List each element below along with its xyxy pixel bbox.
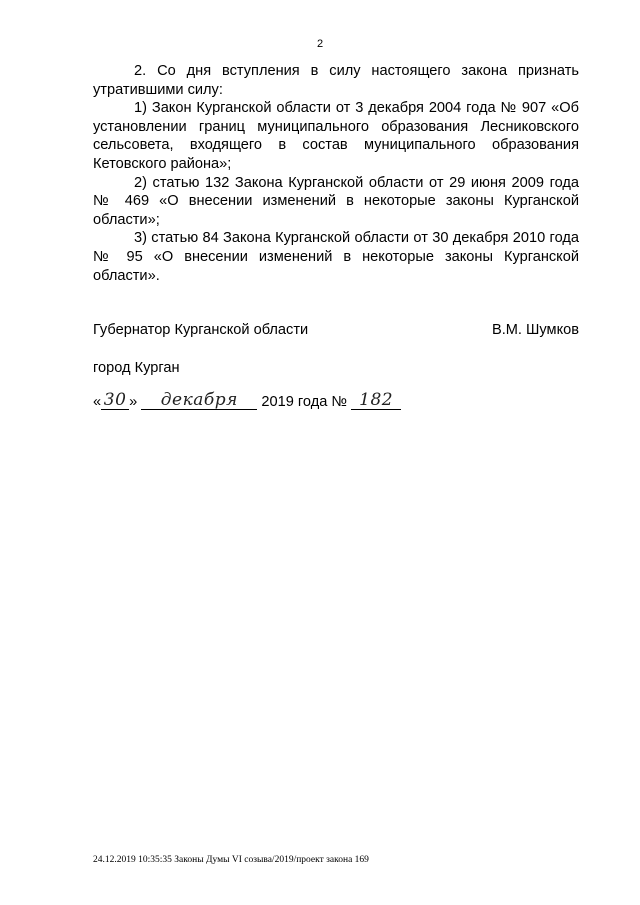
paragraph-item-1: 1) Закон Курганской области от 3 декабря 2004 года № 907 «Об установлении границ муниципального образования Лесниковского сельсовета, входящего в состав муниципального образования Кетовского района»; xyxy=(93,100,579,172)
open-quote: « xyxy=(93,394,102,410)
handwritten-month: декабря xyxy=(160,390,238,410)
signature-block xyxy=(93,322,579,338)
paragraph-repeal-intro: 2. Со дня вступления в силу настоящего закона признать утратившими силу: xyxy=(93,63,579,98)
footer-stamp: 24.12.2019 10:35:35 Законы Думы VI созыва/2019/проект закона 169 xyxy=(93,855,369,865)
number-blank xyxy=(351,392,401,410)
month-blank xyxy=(141,392,257,410)
signatory-position: Губернатор Курганской области xyxy=(93,322,309,338)
year-text: 2019 года № xyxy=(261,394,348,410)
date-line xyxy=(93,392,401,410)
signatory-name: В.М. Шумков xyxy=(491,322,579,338)
law-text xyxy=(93,62,579,285)
close-quote: » xyxy=(129,394,138,410)
handwritten-day: 30 xyxy=(103,390,127,410)
paragraph-item-3: 3) статью 84 Закона Курганской области от 30 декабря 2010 года № 95 «О внесении изменений в некоторые законы Курганской области». xyxy=(93,230,579,284)
paragraph-item-2: 2) статью 132 Закона Курганской области от 29 июня 2009 года № 469 «О внесении изменений в некоторые законы Курганской области»; xyxy=(93,174,579,228)
city-line: город Курган xyxy=(93,360,180,376)
day-blank xyxy=(101,392,129,410)
page-number: 2 xyxy=(316,38,324,50)
handwritten-number: 182 xyxy=(359,390,394,410)
